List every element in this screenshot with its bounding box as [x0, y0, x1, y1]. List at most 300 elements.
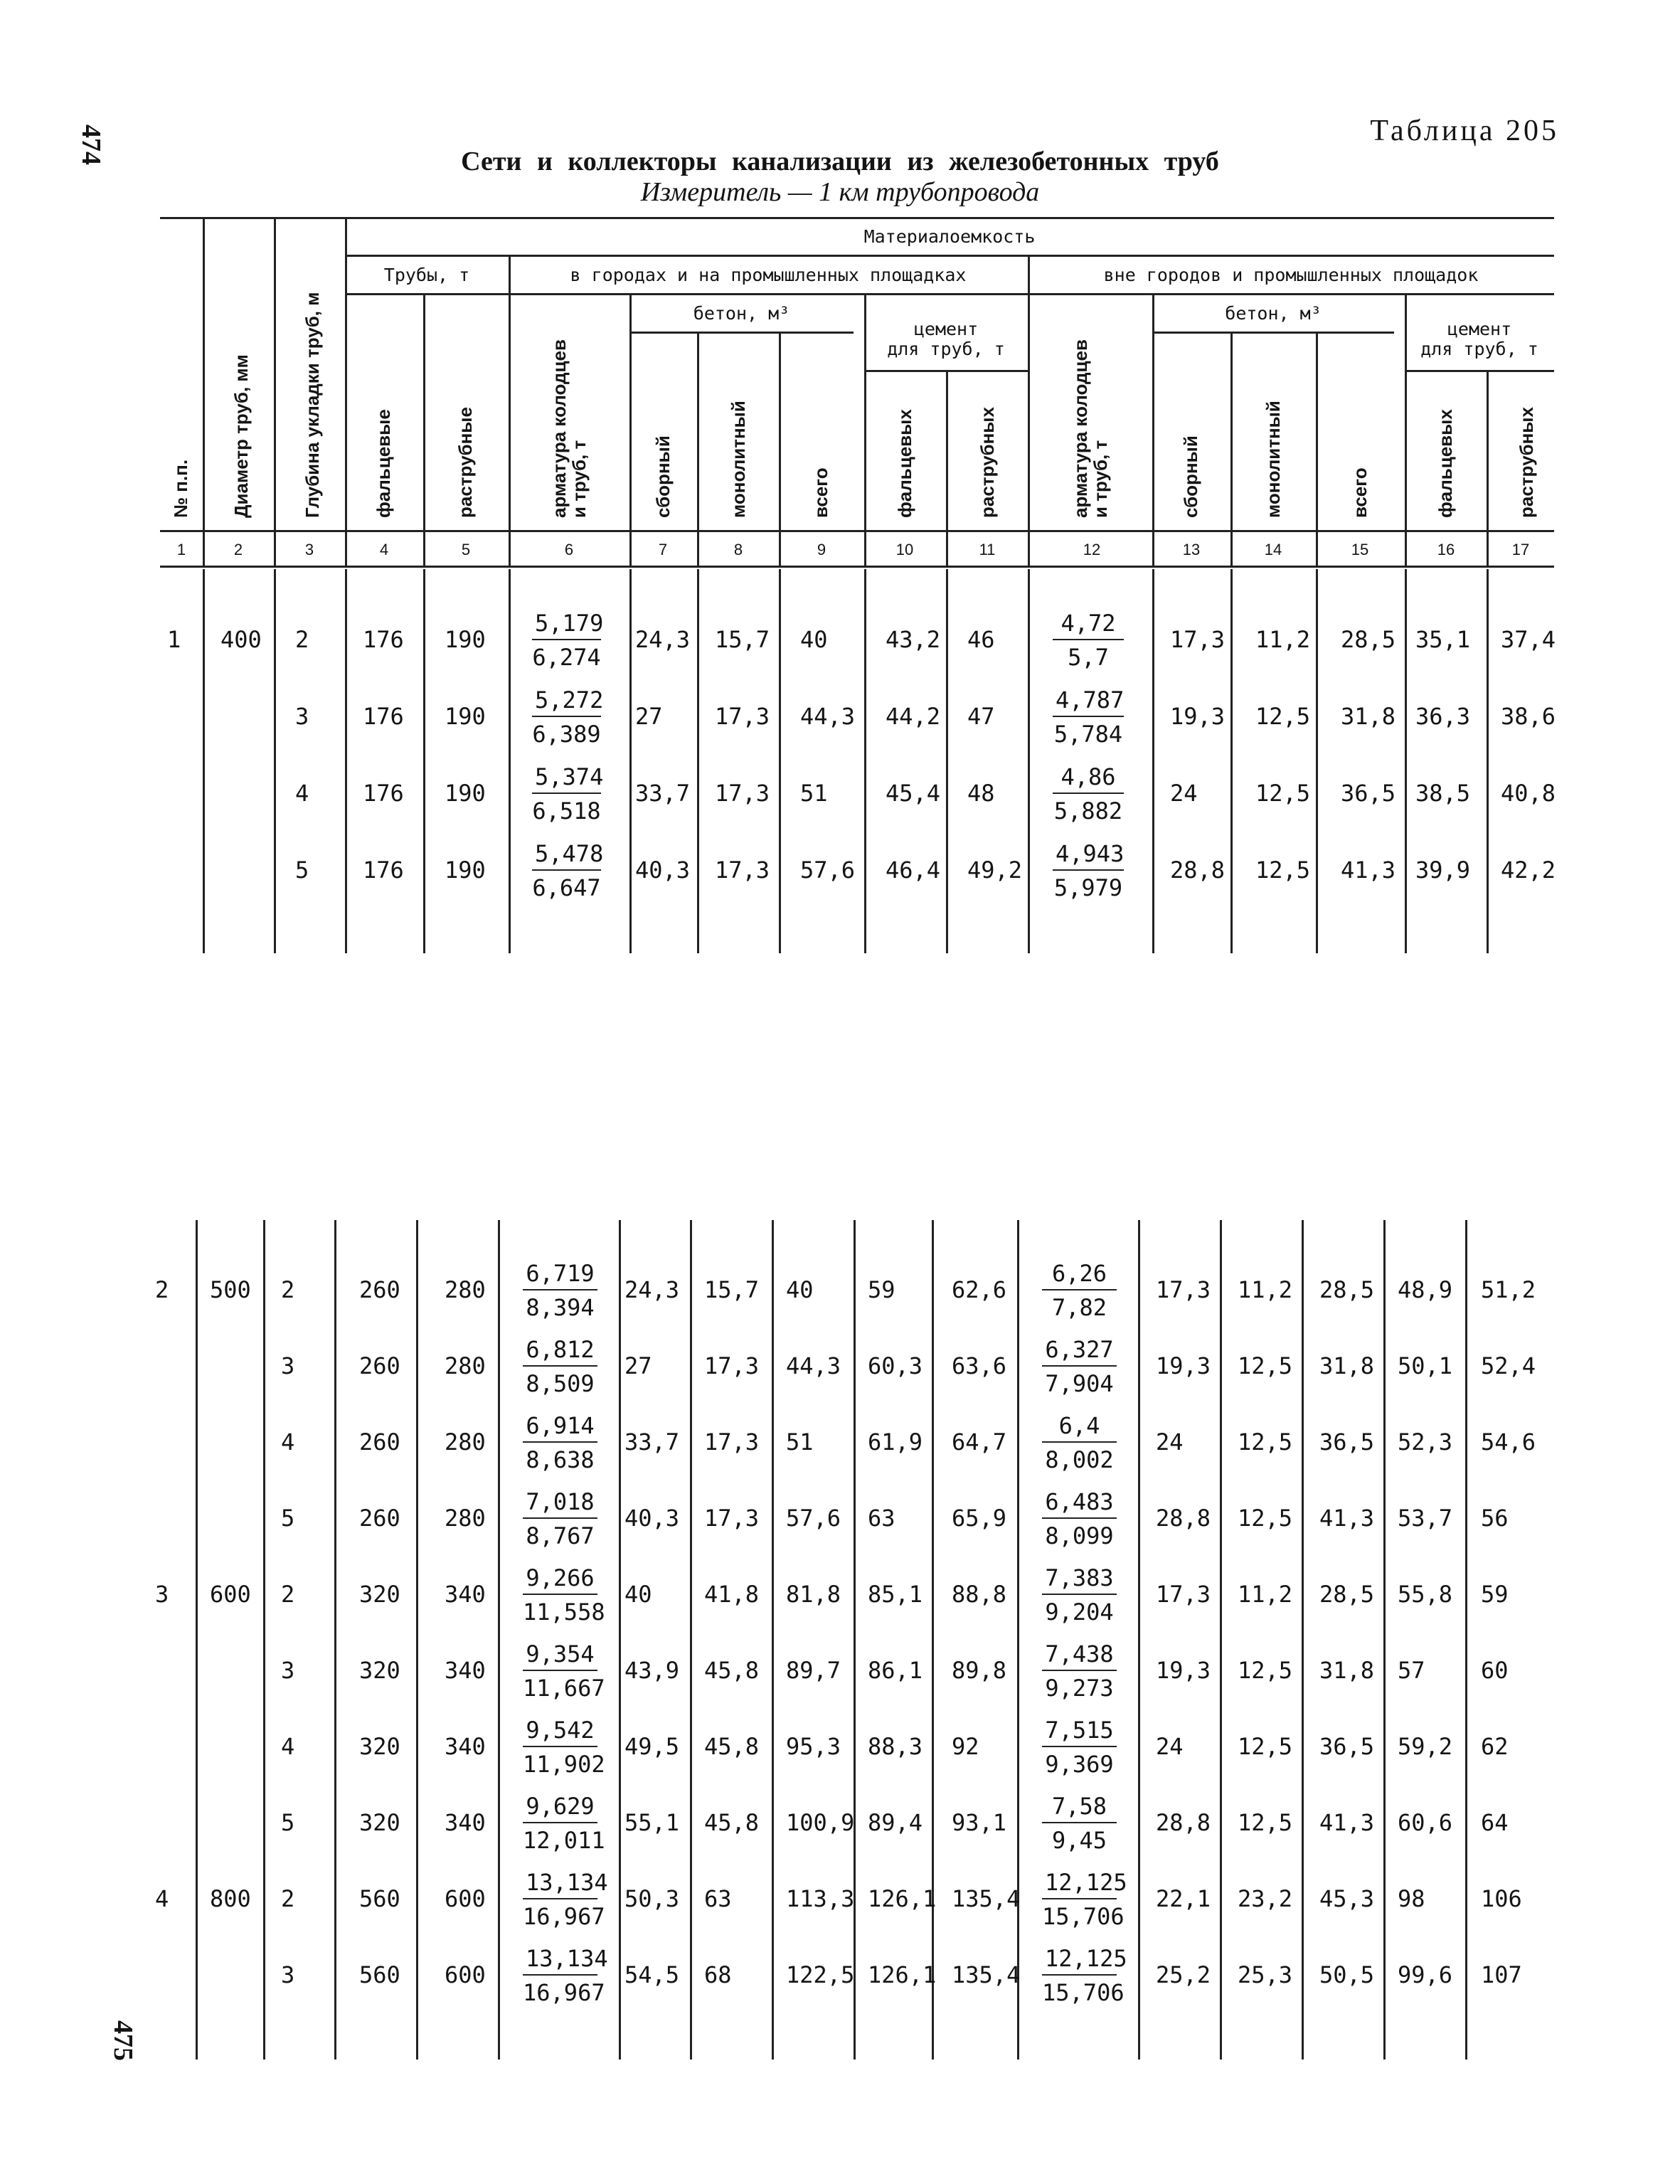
fraction-numerator: 12,125 [1042, 1947, 1117, 1976]
fraction-cell-col-6 [523, 1338, 597, 1395]
cell-col-11: 63,6 [952, 1352, 1007, 1379]
cell-col-9: 95,3 [786, 1733, 841, 1760]
header-col-armatura-1: арматура колодцев [548, 339, 570, 518]
cell-col-2: 500 [210, 1276, 251, 1303]
fraction-denominator: 8,509 [526, 1370, 595, 1397]
fraction-cell-col-6 [523, 1564, 605, 1626]
cell-col-7: 54,5 [624, 1961, 680, 1988]
cell-col-5: 280 [445, 1352, 486, 1379]
fraction-numerator: 7,018 [523, 1490, 597, 1519]
fraction-denominator: 9,273 [1045, 1675, 1114, 1702]
fraction-numerator: 6,4 [1042, 1414, 1117, 1443]
cell-col-9: 40 [800, 626, 828, 653]
header-rule-colnum-top [160, 530, 1554, 532]
fraction-cell-col-6 [532, 763, 604, 825]
cell-col-7: 49,5 [624, 1733, 680, 1760]
cell-col-15: 28,5 [1319, 1276, 1375, 1303]
table-number: Таблица 205 [1370, 115, 1559, 147]
cell-col-13: 28,8 [1170, 857, 1226, 884]
vrule [1230, 569, 1233, 953]
cell-col-11: 49,2 [967, 857, 1023, 884]
vrule [1152, 569, 1154, 953]
fraction-cell-col-6 [523, 1717, 605, 1778]
fraction-denominator: 11,558 [523, 1599, 605, 1626]
cell-col-16: 52,3 [1398, 1428, 1453, 1456]
cell-col-8: 17,3 [704, 1428, 760, 1456]
cell-col-15: 41,3 [1319, 1505, 1375, 1532]
cell-col-8: 17,3 [704, 1505, 760, 1532]
cell-col-8: 15,7 [715, 626, 770, 653]
vrule [946, 370, 948, 566]
col-number: 12 [1083, 541, 1101, 558]
vrule [619, 1220, 621, 2060]
header-rule-beton-1 [629, 332, 854, 334]
cell-col-13: 19,3 [1156, 1657, 1211, 1684]
cell-col-10: 89,4 [868, 1809, 923, 1836]
header-col-monolitny-2: монолитный [1262, 401, 1284, 518]
col-number: 6 [564, 541, 574, 558]
fraction-numerator: 5,478 [532, 842, 601, 871]
cell-col-16: 55,8 [1398, 1581, 1453, 1608]
col-number: 16 [1437, 541, 1455, 558]
cell-col-15: 28,5 [1319, 1581, 1375, 1608]
fraction-cell-col-6 [532, 610, 604, 671]
cell-col-14: 12,5 [1238, 1428, 1293, 1456]
vrule [1017, 1220, 1019, 2060]
fraction-denominator: 9,45 [1051, 1827, 1107, 1854]
cell-col-16: 99,6 [1398, 1961, 1453, 1988]
fraction-cell-col-6 [532, 687, 604, 748]
vrule [1383, 1220, 1386, 2060]
fraction-numerator: 4,787 [1053, 689, 1124, 717]
fraction-denominator: 7,82 [1051, 1294, 1107, 1321]
cell-col-11: 135,4 [952, 1961, 1021, 1988]
cell-col-15: 31,8 [1319, 1657, 1375, 1684]
fraction-cell-col-12 [1042, 1338, 1117, 1395]
vrule [203, 569, 205, 953]
cell-col-11: 88,8 [952, 1581, 1007, 1608]
cell-col-17: 107 [1481, 1961, 1522, 1988]
fraction-numerator: 6,483 [1042, 1490, 1117, 1519]
fraction-numerator: 9,629 [523, 1795, 597, 1823]
cell-col-14: 11,2 [1238, 1581, 1293, 1608]
cell-col-8: 41,8 [704, 1581, 760, 1608]
cell-col-5: 280 [445, 1276, 486, 1303]
vrule [1230, 332, 1233, 566]
cell-col-3: 3 [295, 703, 309, 730]
header-truby: Трубы, т [383, 265, 470, 285]
fraction-cell-col-12 [1053, 763, 1124, 825]
vrule [196, 1220, 198, 2060]
cell-col-7: 40 [624, 1581, 652, 1608]
cell-col-3: 2 [281, 1276, 295, 1303]
cell-col-1: 1 [167, 626, 181, 653]
cell-col-8: 68 [704, 1961, 732, 1988]
cell-col-2: 400 [220, 626, 262, 653]
cell-col-16: 60,6 [1398, 1809, 1453, 1836]
cell-col-16: 53,7 [1398, 1505, 1453, 1532]
cell-col-13: 17,3 [1156, 1276, 1211, 1303]
fraction-numerator: 6,327 [1042, 1338, 1117, 1367]
fraction-cell-col-12 [1042, 1719, 1117, 1776]
cell-col-5: 280 [445, 1505, 486, 1532]
cell-col-7: 33,7 [635, 780, 691, 807]
cell-col-11: 47 [967, 703, 995, 730]
cell-col-5: 600 [445, 1885, 486, 1912]
header-dlya-trub-2: для труб, т [1420, 339, 1538, 359]
fraction-cell-col-12 [1042, 1490, 1117, 1547]
cell-col-15: 28,5 [1341, 626, 1396, 653]
cell-col-17: 64 [1481, 1809, 1509, 1836]
cell-col-15: 31,8 [1319, 1352, 1375, 1379]
cell-col-13: 28,8 [1156, 1505, 1211, 1532]
cell-col-3: 5 [281, 1505, 295, 1532]
vrule [772, 1220, 774, 2060]
vrule [423, 569, 425, 953]
cell-col-4: 260 [359, 1276, 400, 1303]
cell-col-3: 2 [281, 1885, 295, 1912]
col-number: 2 [233, 541, 243, 558]
cell-col-9: 51 [786, 1428, 814, 1456]
fraction-denominator: 8,002 [1045, 1446, 1114, 1473]
cell-col-17: 60 [1481, 1657, 1509, 1684]
fraction-cell-col-12 [1042, 1564, 1117, 1626]
header-col-vsego-1: всего [810, 467, 831, 518]
cell-col-11: 64,7 [952, 1428, 1007, 1456]
vrule [509, 569, 511, 953]
cell-col-17: 40,8 [1501, 780, 1556, 807]
cell-col-17: 38,6 [1501, 703, 1556, 730]
fraction-denominator: 5,784 [1053, 721, 1123, 748]
table-title: Сети и коллекторы канализации из железобетонных труб [461, 147, 1219, 176]
cell-col-5: 190 [445, 780, 486, 807]
fraction-denominator: 5,7 [1068, 644, 1109, 671]
cell-col-16: 36,3 [1415, 703, 1471, 730]
fraction-numerator: 7,438 [1042, 1643, 1117, 1671]
header-rule-colnum-bottom [160, 566, 1554, 568]
col-number: 5 [461, 541, 471, 558]
cell-col-8: 45,8 [704, 1809, 760, 1836]
cell-col-11: 93,1 [952, 1809, 1007, 1836]
cell-col-13: 19,3 [1170, 703, 1226, 730]
cell-col-14: 12,5 [1238, 1352, 1293, 1379]
fraction-cell-col-6 [523, 1490, 597, 1547]
fraction-cell-col-6 [523, 1869, 608, 1930]
cell-col-3: 3 [281, 1352, 295, 1379]
cell-col-16: 59,2 [1398, 1733, 1453, 1760]
fraction-cell-col-12 [1042, 1262, 1117, 1319]
header-col-armatura-4: и труб, т [1090, 440, 1111, 518]
cell-col-1: 3 [155, 1581, 169, 1608]
header-col-falcevye: фальцевые [373, 409, 394, 518]
fraction-numerator: 6,812 [523, 1338, 597, 1367]
cell-col-9: 100,9 [786, 1809, 855, 1836]
header-col-armatura-3: арматура колодцев [1070, 339, 1091, 518]
cell-col-4: 260 [359, 1352, 400, 1379]
cell-col-17: 106 [1481, 1885, 1522, 1912]
cell-col-4: 260 [359, 1505, 400, 1532]
fraction-numerator: 5,374 [532, 765, 601, 794]
cell-col-4: 176 [363, 780, 404, 807]
cell-col-5: 190 [445, 703, 486, 730]
fraction-denominator: 8,767 [526, 1522, 595, 1549]
vrule [1138, 1220, 1140, 2060]
cell-col-5: 340 [445, 1581, 486, 1608]
fraction-numerator: 9,354 [523, 1643, 597, 1671]
header-cement-1: цемент [913, 319, 979, 339]
cell-col-9: 89,7 [786, 1657, 841, 1684]
col-number: 9 [817, 541, 826, 558]
fraction-denominator: 9,204 [1045, 1599, 1114, 1626]
header-col-armatura-2: и труб, т [568, 440, 590, 518]
fraction-denominator: 8,099 [1045, 1522, 1114, 1549]
fraction-cell-col-12 [1053, 689, 1124, 746]
vrule [274, 217, 276, 566]
fraction-numerator: 7,58 [1042, 1795, 1117, 1823]
cell-col-7: 27 [635, 703, 663, 730]
cell-col-5: 340 [445, 1733, 486, 1760]
vrule [416, 1220, 418, 2060]
fraction-denominator: 7,904 [1045, 1370, 1114, 1397]
cell-col-4: 176 [363, 703, 404, 730]
vrule [629, 293, 632, 566]
cell-col-8: 15,7 [704, 1276, 760, 1303]
cell-col-14: 23,2 [1238, 1885, 1293, 1912]
col-number: 13 [1182, 541, 1201, 558]
cell-col-16: 98 [1398, 1885, 1425, 1912]
cell-col-9: 44,3 [786, 1352, 841, 1379]
header-cement-2: цемент [1447, 319, 1512, 339]
fraction-denominator: 8,638 [526, 1446, 595, 1473]
header-col-sborny-2: сборный [1180, 435, 1201, 518]
cell-col-4: 320 [359, 1809, 400, 1836]
fraction-cell-col-12 [1053, 612, 1124, 669]
header-rule-groups [345, 293, 1554, 295]
col-number: 7 [658, 541, 668, 558]
cell-col-4: 560 [359, 1885, 400, 1912]
col-number: 17 [1511, 541, 1530, 558]
vrule [498, 1220, 500, 2060]
cell-col-1: 2 [155, 1276, 169, 1303]
cell-col-11: 62,6 [952, 1276, 1007, 1303]
cell-col-7: 50,3 [624, 1885, 680, 1912]
cell-col-5: 340 [445, 1809, 486, 1836]
fraction-numerator: 9,266 [523, 1567, 597, 1595]
cell-col-3: 3 [281, 1961, 295, 1988]
cell-col-5: 600 [445, 1961, 486, 1988]
fraction-numerator: 7,383 [1042, 1567, 1117, 1595]
header-rule-beton-2 [1152, 332, 1394, 334]
fraction-cell-col-6 [523, 1640, 605, 1702]
cell-col-14: 11,2 [1255, 626, 1311, 653]
fraction-cell-col-12 [1042, 1414, 1117, 1471]
fraction-denominator: 16,967 [523, 1903, 605, 1930]
vrule [203, 217, 205, 566]
cell-col-3: 5 [281, 1809, 295, 1836]
cell-col-10: 59 [868, 1276, 895, 1303]
cell-col-14: 12,5 [1255, 857, 1311, 884]
vrule [423, 293, 425, 566]
cell-col-15: 45,3 [1319, 1885, 1375, 1912]
fraction-cell-col-12 [1042, 1945, 1127, 2006]
cell-col-15: 36,5 [1341, 780, 1396, 807]
fraction-numerator: 4,86 [1053, 765, 1124, 794]
fraction-numerator: 13,134 [523, 1871, 597, 1899]
cell-col-4: 176 [363, 857, 404, 884]
header-col-rastrubnyh-1: раструбных [977, 407, 998, 518]
vrule [1487, 370, 1489, 566]
cell-col-14: 11,2 [1238, 1276, 1293, 1303]
cell-col-7: 43,9 [624, 1657, 680, 1684]
cell-col-10: 86,1 [868, 1657, 923, 1684]
cell-col-3: 3 [281, 1657, 295, 1684]
cell-col-9: 81,8 [786, 1581, 841, 1608]
col-number: 8 [733, 541, 743, 558]
cell-col-7: 24,3 [624, 1276, 680, 1303]
fraction-cell-col-12 [1042, 1795, 1117, 1852]
fraction-denominator: 15,706 [1042, 1979, 1125, 2006]
fraction-numerator: 5,179 [532, 612, 601, 640]
cell-col-5: 280 [445, 1428, 486, 1456]
vrule [1028, 569, 1030, 953]
cell-col-15: 31,8 [1341, 703, 1396, 730]
header-rule-material [345, 255, 1554, 257]
header-col-falcevyh-1: фальцевых [894, 409, 915, 518]
cell-col-14: 12,5 [1238, 1733, 1293, 1760]
cell-col-8: 17,3 [715, 857, 770, 884]
cell-col-7: 40,3 [624, 1505, 680, 1532]
cell-col-10: 60,3 [868, 1352, 923, 1379]
fraction-numerator: 4,72 [1053, 612, 1124, 640]
cell-col-17: 52,4 [1481, 1352, 1536, 1379]
cell-col-1: 4 [155, 1885, 169, 1912]
col-number: 3 [304, 541, 314, 558]
fraction-denominator: 5,882 [1053, 797, 1123, 825]
vrule [854, 1220, 856, 2060]
cell-col-10: 44,2 [886, 703, 941, 730]
cell-col-8: 45,8 [704, 1657, 760, 1684]
cell-col-9: 57,6 [800, 857, 856, 884]
cell-col-15: 41,3 [1319, 1809, 1375, 1836]
fraction-numerator: 6,719 [523, 1262, 597, 1290]
fraction-cell-col-6 [523, 1945, 608, 2006]
page-number-bottom: 475 [108, 2020, 138, 2061]
cell-col-10: 46,4 [886, 857, 941, 884]
cell-col-4: 320 [359, 1657, 400, 1684]
col-number: 1 [176, 541, 186, 558]
fraction-cell-col-6 [523, 1262, 597, 1319]
cell-col-4: 260 [359, 1428, 400, 1456]
cell-col-8: 17,3 [704, 1352, 760, 1379]
header-col-falcevyh-2: фальцевых [1435, 409, 1456, 518]
fraction-denominator: 5,979 [1053, 874, 1123, 901]
vrule [334, 1220, 336, 2060]
cell-col-13: 17,3 [1170, 626, 1226, 653]
header-rule-cement-2 [1405, 370, 1554, 372]
page-number-top: 474 [76, 124, 106, 165]
cell-col-11: 48 [967, 780, 995, 807]
vrule [274, 569, 276, 953]
cell-col-11: 89,8 [952, 1657, 1007, 1684]
cell-col-16: 50,1 [1398, 1352, 1453, 1379]
header-col-rastrubnye: раструбные [454, 407, 476, 518]
cell-col-13: 17,3 [1156, 1581, 1211, 1608]
header-col-vsego-2: всего [1349, 467, 1371, 518]
fraction-cell-col-12 [1042, 1640, 1117, 1702]
vrule [629, 569, 632, 953]
cell-col-13: 22,1 [1156, 1885, 1211, 1912]
fraction-denominator: 6,389 [532, 721, 601, 748]
cell-col-9: 113,3 [786, 1885, 855, 1912]
cell-col-8: 17,3 [715, 780, 770, 807]
cell-col-9: 44,3 [800, 703, 856, 730]
fraction-numerator: 4,943 [1053, 842, 1124, 871]
col-number: 14 [1264, 541, 1282, 558]
fraction-denominator: 9,369 [1045, 1751, 1114, 1778]
cell-col-7: 27 [624, 1352, 652, 1379]
fraction-denominator: 15,706 [1042, 1903, 1125, 1930]
fraction-numerator: 6,26 [1042, 1262, 1117, 1290]
cell-col-13: 25,2 [1156, 1961, 1211, 1988]
cell-col-15: 36,5 [1319, 1428, 1375, 1456]
fraction-numerator: 7,515 [1042, 1719, 1117, 1747]
vrule [864, 569, 866, 953]
cell-col-8: 17,3 [715, 703, 770, 730]
fraction-cell-col-6 [523, 1414, 597, 1471]
fraction-numerator: 13,134 [523, 1947, 597, 1976]
vrule [1487, 569, 1489, 953]
header-col-no: № п.п. [170, 459, 191, 518]
vrule [1028, 255, 1030, 566]
fraction-numerator: 6,914 [523, 1414, 597, 1443]
fraction-denominator: 11,667 [523, 1675, 605, 1702]
fraction-denominator: 16,967 [523, 1979, 605, 2006]
header-col-monolitny-1: монолитный [728, 401, 749, 518]
vrule [690, 1220, 692, 2060]
cell-col-9: 51 [800, 780, 828, 807]
cell-col-17: 59 [1481, 1581, 1509, 1608]
cell-col-8: 63 [704, 1885, 732, 1912]
cell-col-4: 560 [359, 1961, 400, 1988]
cell-col-9: 57,6 [786, 1505, 841, 1532]
cell-col-10: 45,4 [886, 780, 941, 807]
cell-col-3: 5 [295, 857, 309, 884]
vrule [932, 1220, 934, 2060]
cell-col-14: 12,5 [1238, 1809, 1293, 1836]
cell-col-11: 135,4 [952, 1885, 1021, 1912]
header-beton-1: бетон, м³ [693, 303, 790, 324]
cell-col-8: 45,8 [704, 1733, 760, 1760]
cell-col-15: 50,5 [1319, 1961, 1375, 1988]
cell-col-13: 24 [1156, 1428, 1184, 1456]
cell-col-13: 24 [1170, 780, 1198, 807]
header-top-rule [160, 217, 1554, 219]
col-number: 15 [1351, 541, 1369, 558]
vrule [1465, 1220, 1467, 2060]
vrule [697, 569, 699, 953]
vrule [946, 569, 948, 953]
cell-col-4: 320 [359, 1581, 400, 1608]
fraction-numerator: 5,272 [532, 689, 601, 717]
header-col-rastrubnyh-2: раструбных [1516, 407, 1537, 518]
cell-col-11: 92 [952, 1733, 979, 1760]
cell-col-13: 28,8 [1156, 1809, 1211, 1836]
cell-col-17: 62 [1481, 1733, 1509, 1760]
fraction-cell-col-6 [532, 840, 604, 901]
cell-col-15: 41,3 [1341, 857, 1396, 884]
cell-col-14: 12,5 [1238, 1657, 1293, 1684]
fraction-denominator: 12,011 [523, 1827, 605, 1854]
